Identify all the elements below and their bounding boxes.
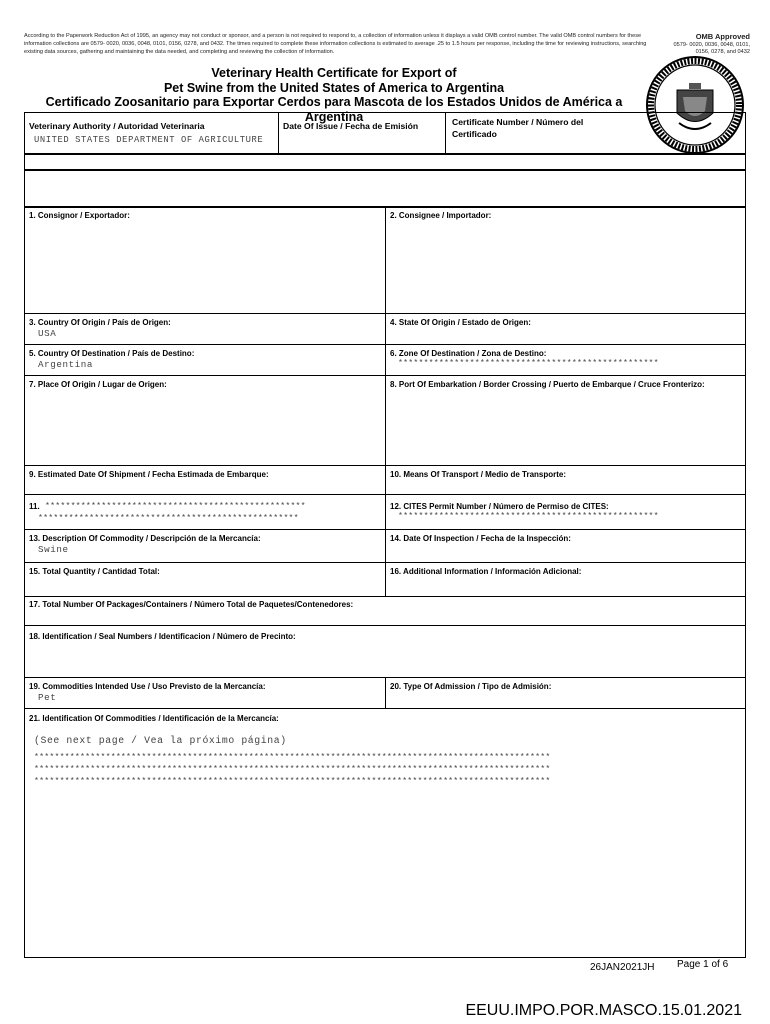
country-of-origin-value[interactable]: USA bbox=[38, 328, 57, 339]
identification-stars-3: ***************************************************************************************************** bbox=[34, 777, 551, 786]
cites-permit-stars: *************************************************** bbox=[398, 512, 659, 521]
form-code: EEUU.IMPO.POR.MASCO.15.01.2021 bbox=[465, 1002, 742, 1019]
country-of-origin-label: 3. Country Of Origin / País de Origen: bbox=[29, 318, 171, 327]
intended-use-value[interactable]: Pet bbox=[38, 692, 57, 703]
consignor-label: 1. Consignor / Exportador: bbox=[29, 211, 130, 220]
cites-permit-label: 12. CITES Permit Number / Número de Permiso de CITES: bbox=[390, 502, 609, 511]
date-of-inspection-label: 14. Date Of Inspection / Fecha de la Inspección: bbox=[390, 534, 571, 543]
means-of-transport-label: 10. Means Of Transport / Medio de Transporte: bbox=[390, 470, 567, 479]
shipment-date-label: 9. Estimated Date Of Shipment / Fecha Estimada de Embarque: bbox=[29, 470, 269, 479]
zone-of-destination-label: 6. Zone Of Destination / Zona de Destino: bbox=[390, 349, 547, 358]
field-11-stars-2: *************************************************** bbox=[38, 514, 299, 523]
total-packages-label: 17. Total Number Of Packages/Containers / Número Total de Paquetes/Contenedores: bbox=[29, 600, 354, 609]
type-of-admission-label: 20. Type Of Admission / Tipo de Admisión: bbox=[390, 682, 552, 691]
omb-approval bbox=[660, 33, 750, 57]
country-of-destination-label: 5. Country Of Destination / País de Destino: bbox=[29, 349, 195, 358]
zone-of-destination-stars: *************************************************** bbox=[398, 359, 659, 368]
description-label: 13. Description Of Commodity / Descripción de la Mercancía: bbox=[29, 534, 261, 543]
intended-use-label: 19. Commodities Intended Use / Uso Previsto de la Mercancía: bbox=[29, 682, 266, 691]
blank-band bbox=[24, 170, 746, 207]
additional-info-label: 16. Additional Information / Información Adicional: bbox=[390, 567, 582, 576]
state-of-origin-label: 4. State Of Origin / Estado de Origen: bbox=[390, 318, 531, 327]
authority-label: Veterinary Authority / Autoridad Veterinaria bbox=[29, 121, 205, 131]
place-of-origin-label: 7. Place Of Origin / Lugar de Origen: bbox=[29, 380, 167, 389]
see-next-page-note: (See next page / Vea la próximo página) bbox=[34, 735, 287, 746]
field-11-stars-1: *************************************************** bbox=[45, 502, 306, 511]
identification-stars-2: ***************************************************************************************************** bbox=[34, 765, 551, 774]
top-row-box bbox=[24, 112, 746, 154]
title-line-1: Veterinary Health Certificate for Export of bbox=[211, 66, 457, 80]
title-line-3: Certificado Zoosanitario para Exportar Cerdos para Mascota de los Estados Unidos de América a Argentina bbox=[45, 95, 623, 124]
omb-title: OMB Approved bbox=[695, 32, 750, 41]
blank-strip bbox=[24, 154, 746, 170]
omb-numbers: 0579- 0020, 0036, 0048, 0101, 0156, 0278, and 0432 bbox=[673, 41, 750, 56]
field-11-label: 11. bbox=[29, 502, 40, 511]
page-indicator: Page 1 of 6 bbox=[677, 959, 729, 970]
total-quantity-label: 15. Total Quantity / Cantidad Total: bbox=[29, 567, 160, 576]
certificate-number-label-1: Certificate Number / Número del bbox=[452, 117, 584, 127]
description-value[interactable]: Swine bbox=[38, 544, 69, 555]
identification-seal-label: 18. Identification / Seal Numbers / Identificacion / Número de Precinto: bbox=[29, 632, 296, 641]
identification-stars-1: ***************************************************************************************************** bbox=[34, 753, 551, 762]
authority-value[interactable]: UNITED STATES DEPARTMENT OF AGRICULTURE bbox=[34, 135, 264, 145]
certificate-number-label-2: Certificado bbox=[452, 129, 497, 139]
port-of-embarkation-label: 8. Port Of Embarkation / Border Crossing / Puerto de Embarque / Cruce Fronterizo: bbox=[390, 380, 705, 389]
date-of-issue-label: Date Of Issue / Fecha de Emisión bbox=[283, 121, 419, 131]
identification-commodities-label: 21. Identification Of Commodities / Identificación de la Mercancía: bbox=[29, 714, 279, 723]
paperwork-notice: According to the Paperwork Reduction Act of 1995, an agency may not conduct or sponsor, and a person is not required to respond to, a collection of information unless it displays a valid OMB control number. The valid OMB control numbers for these information collections are 0579- 0020, 0036, 0048, 0101, 0156, 0278, and 0432. The times required to complete these information collections is estimated to average .25 to 1.5 hours per response, including the time for reviewing instructions, searching existing data sources, gathering and maintaining the data needed, and completing and reviewing the collection of information. bbox=[24, 33, 647, 55]
title-line-2: Pet Swine from the United States of America to Argentina bbox=[163, 80, 505, 95]
consignee-label: 2. Consignee / Importador: bbox=[390, 211, 492, 220]
country-of-destination-value[interactable]: Argentina bbox=[38, 359, 94, 370]
footer-date-code: 26JAN2021JH bbox=[590, 962, 655, 973]
